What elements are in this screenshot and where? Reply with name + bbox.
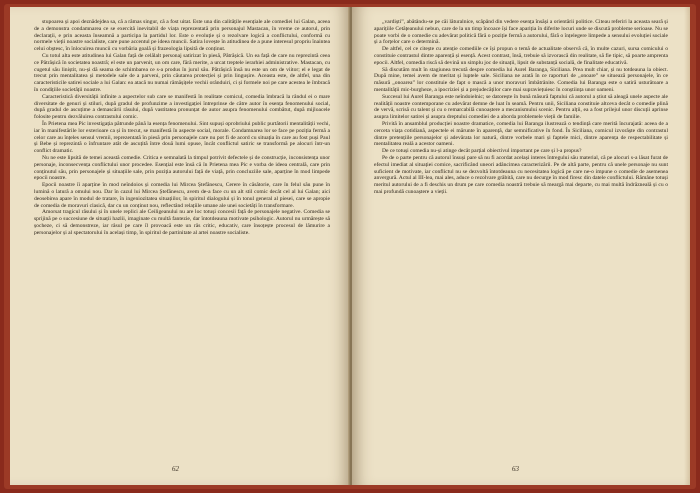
paragraph: Privită în ansamblul producției noastre dramatice, comedia lui Baranga ilustrează o tendință care merită încurajată: aceea de a cerceta viața cotidiană, aspectele ei mărunte în aparență, dar semnificative în fond. În Siciliana, comicul izvorăște din contrastul dintre pretențiile personajelor și adevărata lor natură, dintre vorbele mari și faptele mici, dintre aparența de respectabilitate și mentalitatea reală a acestor oameni. (374, 120, 668, 148)
paragraph: Cu totul alta este atitudinea lui Galan față de celălalt personaj satirizat în piesă, Pătrășică. Un ea față de care nu reprezintă ceea ce Pătrășică în societatea noastră; el este un parvenit, un om care, fără merite, a urcat treptele ierarhiei administrative. Mastacan, cu cugetul său liniștit, nu-și dă seama de schimbarea ce s-a produs în jurul său. Pătrășică însă nu este un om de viitor; el e legat de trecut prin mentalitatea și metodele sale de a parveni, prin căutarea protecției și prin lingușire. Aceasta este, de altfel, una din caracteristicile satirei sociale a lui Galan: ea atacă nu numai rămășițele vechii orânduiri, ci și formele noi pe care acestea le îmbracă în condițiile societății noastre. (34, 52, 330, 93)
paragraph: „vardiști”, abătându-se pe căi lăturalnice, scăpând din vedere esența însăși a orientării politice. Citeau referiri la aceasta seară și aparițiile Cetățeanului nebun, care de la un timp încoace își face apariția în diferite locuri unde se discută probleme serioase. Nu se poate vorbi de o comedie cu adevărat politică fără o poziție fermă a autorului, fără o înțelegere limpede a sensului evoluției sociale și a forțelor care o determină. (374, 19, 668, 46)
paragraph: În Prietena mea Pic investigația pătrunde până la esența fenomenului. Sint supuși oprobriului public purtătorii mentalității vechi, iar în manifestările lor exterioare ca și în trecut, se manifestă în aspecte social, morale. Condamnarea lor se face pe poziția fermă a celor care au înțeles sensul vremii, reprezentată în piesă prin personajele care nu pot fi de acord cu situația în care au fost puși Paul și Bebe și reprezintă o înfruntare atât de ascuțită între două lumi opuse, încât conflictul satiric se transformă pe alocuri într-un conflict dramatic. (34, 120, 330, 155)
paragraph: Amorsat tragicul râsului și în unele replici ale Ceiligeanului nu are loc totuși concesii față de personajele negative. Comedia se sprijină pe o succesiune de situații hazlii, imaginate cu multă fantezie, dar întotdeauna motivate psihologic. Autorul nu urmărește să șocheze, ci să demonstreze, iar râsul pe care îl provoacă este un râs critic, educativ, care însoțește procesul de lămurire a personajelor și al spectatorului în același timp, în spiritul de partinitate al artei noastre socialiste. (34, 209, 330, 236)
right-page (352, 7, 690, 485)
left-page (10, 7, 350, 485)
paragraph: Succesul lui Aurel Baranga este neîndoielnic; se datorește în bună măsură faptului că autorul a știut să aleagă unele aspecte ale realității noastre contemporane cu adevărat demne de luat în seamă. Pentru unii, Siciliana constituie altceva decât o comedie plină de vervă, scrisă cu talent și cu o remarcabilă cunoaștere a mecanismului scenic. Pentru alții, ea a fost prilejul unor discuții aprinse asupra limitelor satirei și asupra dreptului comediei de a aborda problemele vieții de familie. (374, 93, 668, 121)
left-page-text (34, 19, 330, 237)
page-edge-stain (684, 7, 690, 485)
book-spread (4, 4, 696, 489)
paragraph: Nu ne este lipsită de temei această comedie. Critica e semnalată la timpul potrivit defectele și de construcție, inconsistența unor personaje, inconsecvența conflictului unor procedee. Esențial este însă că în Prietena mea Pic e vorba de ideea centrală, care prin conținutul său, prin personajele și situațiile sale, prin poziția autorului față de viață, prin concluziile sale, aparține în mod limpede epocii noastre. (34, 154, 330, 182)
paragraph: Pe de o parte pentru că autorul însuși pare să nu fi acordat același interes întregului său material, că pe alocuri s-a lăsat furat de efectul imediat al situației comice, sacrificând uneori adâncimea caracterizării. Pe de altă parte, pentru că unele personaje nu sunt suficient de motivate, iar conflictul nu se dezvoltă întotdeauna cu necesitatea logică pe care ne-o impune o comedie de asemenea anvergură. Actul al III-lea, mai ales, aduce o rezolvare grăbită, care nu decurge în mod firesc din datele conflictului. Rămâne totuși meritul autorului de a fi deschis un drum pe care comedia noastră trebuie să meargă mai departe, cu mai multă îndrăzneală și cu o mai profundă cunoaștere a vieții. (374, 154, 668, 195)
page-number: 62 (172, 465, 179, 473)
page-number: 63 (512, 465, 519, 473)
paragraph: stupoarea și apoi deznădejdea sa, că a rămas singur, că a fost uitat. Este una din calitățile esențiale ale comediei lui Galan, aceea de a demonstra condamnarea ce se exercită inevitabil de viața reprezentată prin personajul Mastacan, în vreme ce autorul, prin declarații, e prin aceasta înseamnă a participa la partidul lor. Este o evoluție și o rezolvare logică a conflictului, conformă cu normele vieții noastre socialiste, care pune accentul pe ideea muncii. Satira lovește în atitudinea de a pune interesul propriu înaintea celui obștesc, în înlocuirea muncii cu vorbăria goală și frazeologia lipsită de conținut. (34, 19, 330, 53)
paragraph: Epocii noastre îi aparține în mod neîndoios și comedia lui Mircea Ștefănescu, Cerere în căsătorie, care în felul său pune în lumină o latură a omului nou. Dar în cazul lui Mircea Ștefănescu, avem de-a face cu un alt stil comic decât cel al lui Galan; aici deosebirea apare în modul de tratare, în ingeniozitatea situațiilor, în spiritul dialogului și în tonul general al piesei, care se apropie de comedia de moravuri clasică, dar cu un conținut nou, reflectând relațiile umane ale unei societăți în transformare. (34, 182, 330, 209)
paragraph: De altfel, cel ce citește cu atenție comediile ce își propun o temă de actualitate observă că, în multe cazuri, sursa comicului o constituie contrastul dintre aparență și esență. Acest contrast, însă, trebuie să izvorască din realitate, să fie tipic, să poarte amprenta epocii. Altfel, comedia riscă să devină un simplu joc de situații, lipsit de substanță socială, de finalitate educativă. (374, 46, 668, 66)
paragraph: De ce totuși comedia nu-și atinge decât parțial obiectivul important pe care și l-a propus? (382, 148, 582, 155)
paragraph: Caracteristică diversității infinite a aspectelor sub care se manifestă în realitate comicul, comedia îmbracă la rândul ei o mare diversitate de genuri și stiluri, după gradul de profunzime a investigației întreprinse de către autor în esența fenomenului social, după gradul de ascuțime a demascării râsului, după vastitatea pronunțat de autor asupra fenomenului combătut, după mijloacele folosite pentru dezvăluirea contrastului comic. (34, 93, 330, 121)
right-page-text (374, 19, 668, 196)
paragraph: Să discutăm mult în stagiunea trecută despre comedia lui Aurel Baranga, Siciliana. Prea mult chiar, și nu totdeauna la obiect. După mine, temei avem de meritat și luptele sale. Siciliana ne arată în ce raporturi de „onoare” se situează personajele, în ce măsură „onoarea” lor constituie de fapt o mască a unor moravuri îmbătrânite. Comedia lui Baranga este o satiră usturătoare a mentalității mic-burgheze, a ipocriziei și a prejudecăților care mai supraviețuiesc în conștiința unor oameni. (374, 66, 668, 93)
